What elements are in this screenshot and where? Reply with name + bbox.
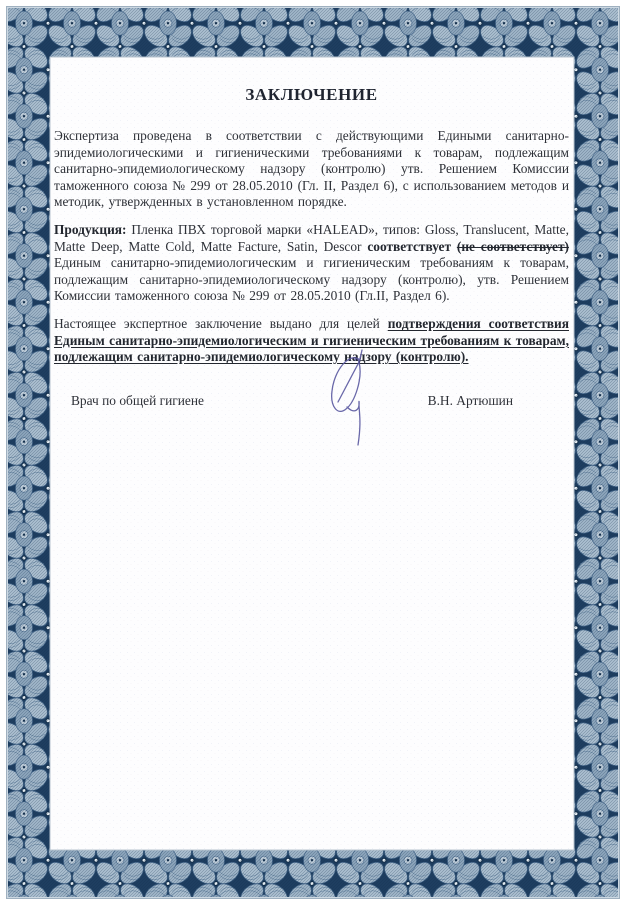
product-label: Продукция:	[54, 221, 127, 237]
document-title: ЗАКЛЮЧЕНИЕ	[245, 85, 378, 104]
verdict-struck-text: (не соответствует)	[456, 238, 569, 254]
purpose-underlined: подтверждения соответствия Единым санитарно-эпидемиологическим и гигиеническим требованиям к товарам, подлежащим санитарно-эпидемиологическому надзору (контролю).	[54, 315, 569, 365]
signatory-name: В.Н. Артюшин	[427, 392, 513, 408]
purpose-lead: Настоящее экспертное заключение выдано для целей	[54, 315, 380, 331]
paragraph-product	[54, 222, 569, 305]
verdict-text: соответствует	[367, 238, 452, 254]
paragraph-purpose	[54, 316, 569, 366]
handwritten-signature-icon	[322, 349, 374, 447]
signature-row	[54, 393, 569, 409]
signatory-role: Врач по общей гигиене	[71, 392, 204, 408]
product-requirements: Единым санитарно-эпидемиологическим и гигиеническим требованиям к товарам, подлежащим санитарно-эпидемиологическому надзору (контролю), утв. Решением Комиссии таможенного союза № 299 от 28.05.2010 (Гл.II, Раздел 6).	[54, 255, 569, 304]
paragraph-expertise	[54, 128, 569, 211]
product-description: Пленка ПВХ торговой марки «HALEAD», типов: Gloss, Translucent, Matte, Matte Deep, Matte Cold, Matte Facture, Satin, Descor	[54, 221, 569, 254]
document-content	[50, 57, 574, 850]
expertise-text: Экспертиза проведена в соответствии с действующими Едиными санитарно-эпидемиологическими и гигиеническими требованиями к товарам, подлежащим санитарно-эпидемиологическому надзору (контролю) утв. Решением Комиссии таможенного союза № 299 от 28.05.2010 (Гл. II, Раздел 6), с использованием методов и методик, утвержденных в установленном порядке.	[54, 128, 569, 210]
